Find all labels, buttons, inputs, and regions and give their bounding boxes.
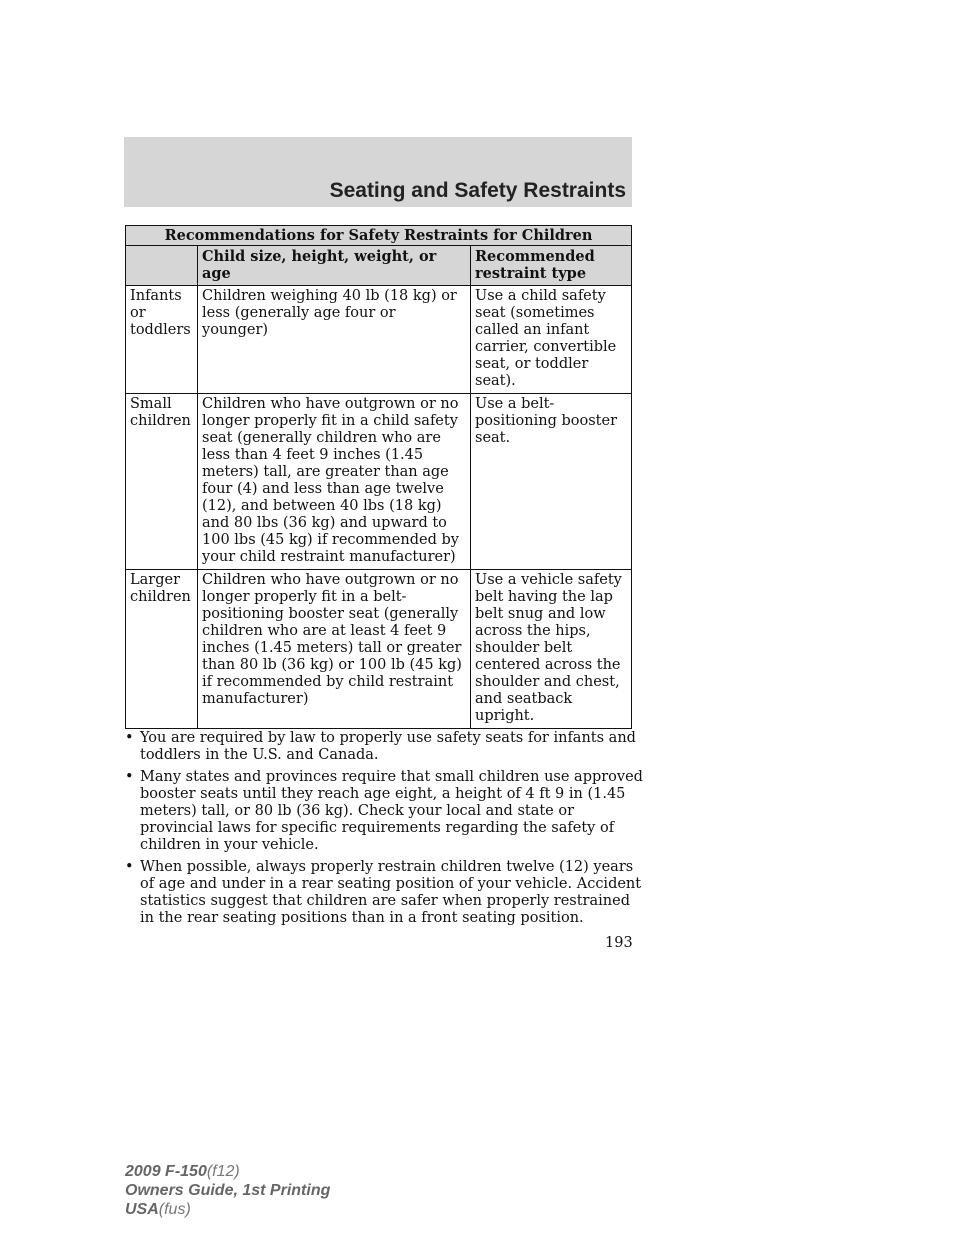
bullet-text: When possible, always properly restrain children twelve (12) years of age and under in a rear seating position of your vehicle. Accident statistics suggest that children are safer when properly restrained in the rear seating positions than in a front seating position.: [140, 859, 642, 926]
table-row: [126, 286, 632, 394]
list-item: [125, 769, 645, 854]
table-row: [126, 394, 632, 570]
column-header-size: Child size, height, weight, or age: [198, 246, 471, 286]
bullet-list: [125, 730, 645, 932]
bullet-icon: •: [125, 730, 134, 746]
child-restraint-table: [125, 225, 632, 729]
bullet-text: You are required by law to properly use safety seats for infants and toddlers in the U.S. and Canada.: [140, 730, 636, 763]
footer-market: USA: [125, 1201, 159, 1218]
cell-restraint: Use a child safety seat (sometimes called an infant carrier, convertible seat, or toddler seat).: [471, 286, 632, 394]
cell-size: Children who have outgrown or no longer properly fit in a belt-positioning booster seat (generally children who are at least 4 feet 9 inches (1.45 meters) tall or greater than 80 lb (36 kg) or 100 lb (45 kg) if recommended by child restraint manufacturer): [198, 570, 471, 729]
footer-line-1: [125, 1162, 330, 1181]
list-item: [125, 730, 645, 764]
footer-line-3: [125, 1200, 330, 1219]
cell-restraint: Use a vehicle safety belt having the lap belt snug and low across the hips, shoulder belt centered across the shoulder and chest, and seatback upright.: [471, 570, 632, 729]
print-footer: [125, 1162, 330, 1219]
bullet-text: Many states and provinces require that small children use approved booster seats until they reach age eight, a height of 4 ft 9 in (1.45 meters) tall, or 80 lb (36 kg). Check your local and state or provincial laws for specific requirements regarding the safety of children in your vehicle.: [140, 769, 643, 853]
footer-model-code: (f12): [206, 1163, 240, 1180]
cell-group: Larger children: [126, 570, 198, 729]
footer-line-2: Owners Guide, 1st Printing: [125, 1182, 331, 1199]
footer-market-code: (fus): [158, 1201, 191, 1218]
cell-restraint: Use a belt-positioning booster seat.: [471, 394, 632, 570]
cell-group: Small children: [126, 394, 198, 570]
table-caption-row: [126, 226, 632, 246]
table-caption: Recommendations for Safety Restraints for Children: [126, 226, 632, 246]
cell-size: Children who have outgrown or no longer properly fit in a child safety seat (generally children who are less than 4 feet 9 inches (1.45 meters) tall, are greater than age four (4) and less than age twelve (12), and between 40 lbs (18 kg) and 80 lbs (36 kg) and upward to 100 lbs (45 kg) if recommended by your child restraint manufacturer): [198, 394, 471, 570]
table-header-row: [126, 246, 632, 286]
bullet-icon: •: [125, 769, 134, 785]
footer-model: 2009 F-150: [125, 1163, 207, 1180]
cell-size: Children weighing 40 lb (18 kg) or less (generally age four or younger): [198, 286, 471, 394]
cell-group: Infants or toddlers: [126, 286, 198, 394]
table-row: [126, 570, 632, 729]
bullet-icon: •: [125, 859, 134, 875]
list-item: [125, 859, 645, 927]
section-title: Seating and Safety Restraints: [329, 179, 626, 202]
page-number: 193: [605, 935, 633, 951]
column-header-restraint: Recommended restraint type: [471, 246, 632, 286]
section-header-band: [124, 137, 632, 207]
column-header-group: [126, 246, 198, 286]
